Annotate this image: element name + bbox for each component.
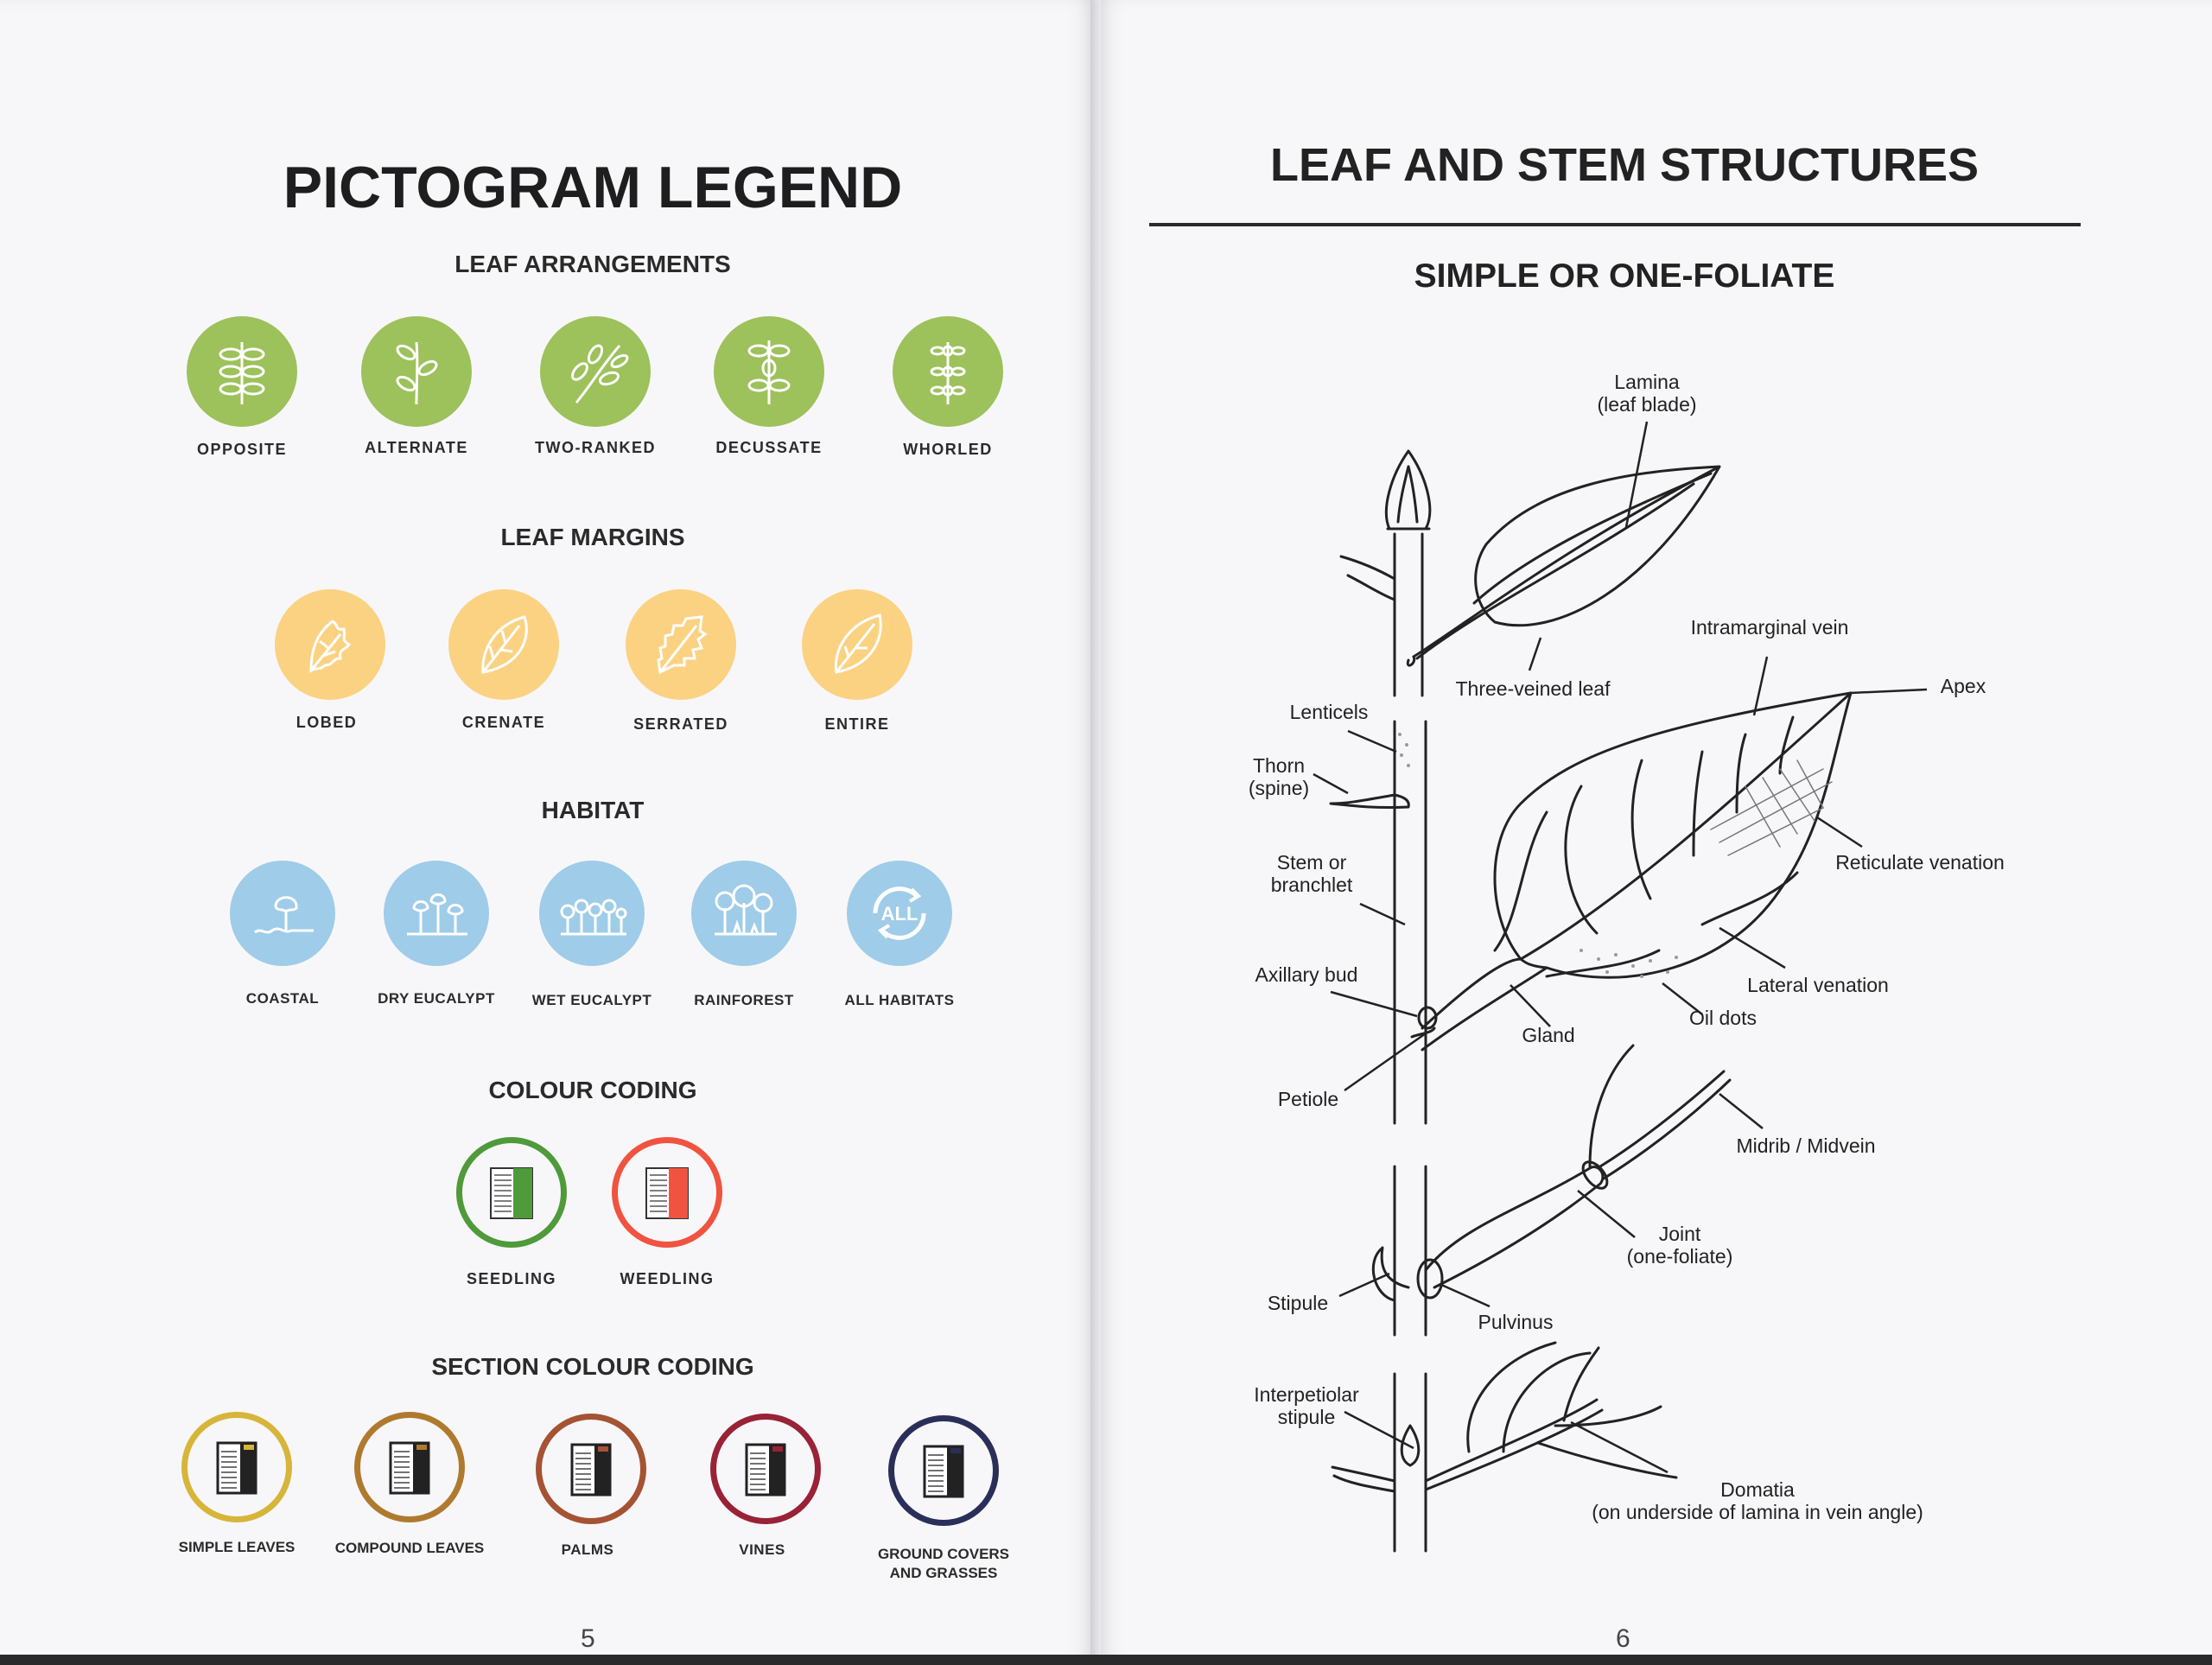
label-stipule: Stipule: [1267, 1292, 1329, 1314]
label-midrib: Midrib / Midvein: [1736, 1134, 1876, 1157]
label-gland: Gland: [1522, 1024, 1575, 1046]
label-joint-1: Joint: [1658, 1223, 1701, 1245]
section-colour-coding-heading: SECTION COLOUR CODING: [431, 1353, 754, 1380]
caption-two-ranked: TWO-RANKED: [535, 439, 656, 456]
caption-ground-covers: GROUND COVERS AND GRASSES: [877, 1546, 1010, 1581]
wet-eucalypt-icon: [539, 861, 645, 966]
palms-book-icon: [536, 1414, 646, 1524]
caption-lobed: LOBED: [296, 714, 358, 731]
label-axillary: Axillary bud: [1255, 963, 1358, 986]
colour-coding-heading: COLOUR CODING: [488, 1077, 697, 1103]
habitat-heading: HABITAT: [541, 797, 645, 823]
caption-dry-eucalypt: DRY EUCALYPT: [378, 990, 495, 1007]
label-intramarginal: Intramarginal vein: [1690, 616, 1849, 639]
label-lamina-1: Lamina: [1614, 371, 1680, 393]
rainforest-icon: [691, 861, 797, 966]
two-ranked-leaves-icon: [540, 316, 651, 427]
label-lateral: Lateral venation: [1747, 974, 1889, 996]
page-number-left: 5: [581, 1624, 595, 1653]
label-reticulate: Reticulate venation: [1835, 851, 2005, 874]
label-stem-1: Stem or: [1276, 851, 1347, 874]
caption-crenate: CRENATE: [461, 714, 546, 731]
lobed-leaf-icon: [275, 589, 385, 700]
caption-decussate: DECUSSATE: [715, 439, 823, 456]
caption-seedling: SEEDLING: [466, 1270, 556, 1287]
label-oil-dots: Oil dots: [1689, 1007, 1757, 1029]
opposite-leaves-icon: [187, 316, 297, 427]
caption-palms: PALMS: [561, 1541, 614, 1558]
label-joint-2: (one-foliate): [1626, 1245, 1733, 1268]
leaf-arrangements-heading: LEAF ARRANGEMENTS: [454, 251, 731, 277]
leaf-margins-heading: LEAF MARGINS: [500, 524, 685, 550]
caption-opposite: OPPOSITE: [196, 441, 288, 458]
label-interpetiolar-2: stipule: [1277, 1406, 1336, 1428]
caption-wet-eucalypt: WET EUCALYPT: [531, 992, 652, 1008]
whorled-leaves-icon: [893, 316, 1003, 427]
vines-book-icon: [710, 1414, 821, 1524]
caption-alternate: ALTERNATE: [365, 439, 468, 456]
label-lamina-2: (leaf blade): [1597, 393, 1697, 416]
label-stem-2: branchlet: [1270, 874, 1353, 896]
caption-rainforest: RAINFOREST: [694, 992, 794, 1008]
label-petiole: Petiole: [1277, 1088, 1339, 1110]
caption-weedling: WEEDLING: [620, 1270, 715, 1287]
dry-eucalypt-icon: [384, 861, 489, 966]
subtitle: SIMPLE OR ONE-FOLIATE: [1414, 257, 1835, 295]
label-domatia-1: Domatia: [1720, 1478, 1795, 1501]
page-title-right: LEAF AND STEM STRUCTURES: [1270, 139, 1979, 191]
caption-serrated: SERRATED: [633, 715, 728, 733]
all-habitats-icon: [847, 861, 952, 966]
label-thorn-2: (spine): [1248, 777, 1310, 799]
label-apex: Apex: [1940, 675, 1986, 697]
coastal-icon: [230, 861, 335, 966]
caption-entire: ENTIRE: [824, 715, 890, 733]
label-thorn-1: Thorn: [1252, 754, 1306, 777]
caption-compound-leaves: COMPOUND LEAVES: [334, 1540, 485, 1556]
label-lenticels: Lenticels: [1289, 701, 1369, 723]
caption-whorled: WHORLED: [903, 441, 993, 458]
seedling-book-icon: [456, 1137, 567, 1248]
page-bottom-edge: [0, 1655, 2212, 1665]
ground-covers-book-icon: [888, 1415, 999, 1526]
label-domatia-2: (on underside of lamina in vein angle): [1592, 1501, 1923, 1523]
decussate-leaves-icon: [714, 316, 824, 427]
leaf-stem-diagram: [1097, 0, 2212, 1665]
entire-leaf-icon: [802, 589, 912, 700]
caption-all-habitats: ALL HABITATS: [844, 992, 955, 1008]
caption-vines: VINES: [739, 1541, 785, 1558]
compound-leaves-book-icon: [354, 1412, 465, 1522]
label-interpetiolar-1: Interpetiolar: [1254, 1383, 1359, 1406]
weedling-book-icon: [612, 1137, 722, 1248]
label-three-veined: Three-veined leaf: [1455, 677, 1611, 700]
crenate-leaf-icon: [448, 589, 559, 700]
simple-leaves-book-icon: [181, 1412, 292, 1522]
page-number-right: 6: [1616, 1624, 1630, 1653]
page-title: PICTOGRAM LEGEND: [283, 155, 903, 220]
serrated-leaf-icon: [626, 589, 736, 700]
label-pulvinus: Pulvinus: [1478, 1311, 1554, 1333]
caption-coastal: COASTAL: [245, 990, 320, 1007]
caption-simple-leaves: SIMPLE LEAVES: [178, 1539, 296, 1555]
all-badge: ALL: [880, 903, 918, 925]
alternate-leaves-icon: [361, 316, 472, 427]
